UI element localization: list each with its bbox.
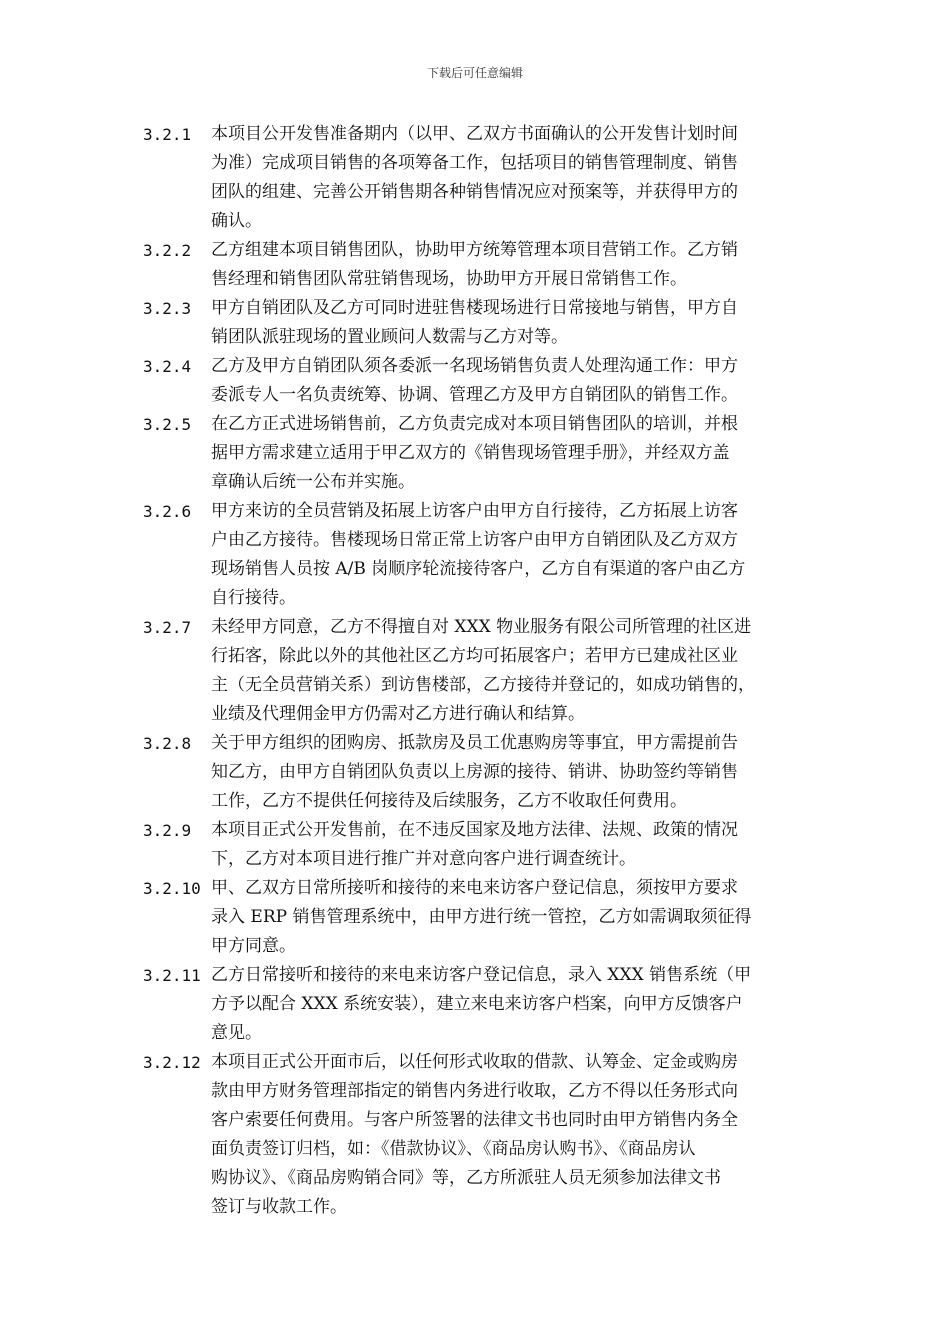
- clause-item: [143, 120, 823, 236]
- clause-line: 为准）完成项目销售的各项筹备工作，包括项目的销售管理制度、销售: [211, 153, 738, 173]
- clause-line: 款由甲方财务管理部指定的销售内务进行收取，乙方不得以任务形式向: [211, 1081, 738, 1101]
- clause-line: 确认。: [211, 211, 262, 231]
- clause-text: [211, 497, 823, 613]
- clause-text: [211, 816, 823, 874]
- clause-text: [211, 613, 823, 729]
- clause-line: 甲方自销团队及乙方可同时进驻售楼现场进行日常接地与销售，甲方自: [211, 298, 738, 318]
- clause-line: 甲方同意。: [211, 936, 296, 956]
- clause-text: [211, 961, 823, 1048]
- clause-number: 3.2.5: [143, 415, 192, 434]
- clause-number: 3.2.4: [143, 357, 192, 376]
- clause-item: [143, 352, 823, 410]
- page-header: 下载后可任意编辑: [426, 66, 523, 80]
- clause-line: 乙方组建本项目销售团队，协助甲方统筹管理本项目营销工作。乙方销: [211, 240, 738, 260]
- clause-number: 3.2.7: [143, 618, 192, 637]
- clause-item: [143, 410, 823, 497]
- clause-line: 本项目正式公开发售前，在不违反国家及地方法律、法规、政策的情况: [211, 820, 738, 840]
- clause-text: [211, 874, 823, 961]
- clause-line: 自行接待。: [211, 588, 296, 608]
- clause-text: [211, 120, 823, 236]
- clause-line: 录入 ERP 销售管理系统中，由甲方进行统一管控，乙方如需调取须征得: [211, 907, 752, 927]
- clause-line: 知乙方，由甲方自销团队负责以上房源的接待、销讲、协助签约等销售: [211, 762, 738, 782]
- clause-item: [143, 874, 823, 961]
- clause-line: 主（无全员营销关系）到访售楼部，乙方接待并登记的，如成功销售的，: [211, 675, 755, 695]
- clause-line: 本项目公开发售准备期内（以甲、乙双方书面确认的公开发售计划时间: [211, 124, 738, 144]
- clause-number: 3.2.8: [143, 734, 192, 753]
- clause-list: [143, 120, 823, 1222]
- clause-item: [143, 961, 823, 1048]
- clause-line: 下，乙方对本项目进行推广并对意向客户进行调查统计。: [211, 849, 636, 869]
- clause-line: 团队的组建、完善公开销售期各种销售情况应对预案等，并获得甲方的: [211, 182, 738, 202]
- clause-number: 3.2.6: [143, 502, 192, 521]
- clause-text: [211, 352, 823, 410]
- clause-text: [211, 294, 823, 352]
- clause-line: 客户索要任何费用。与客户所签署的法律文书也同时由甲方销售内务全: [211, 1110, 738, 1130]
- clause-number: 3.2.2: [143, 241, 192, 260]
- clause-line: 章确认后统一公布并实施。: [211, 472, 415, 492]
- clause-line: 工作，乙方不提供任何接待及后续服务，乙方不收取任何费用。: [211, 791, 687, 811]
- clause-line: 方予以配合 XXX 系统安装），建立来电来访客户档案，向甲方反馈客户: [211, 994, 743, 1014]
- clause-line: 签订与收款工作。: [211, 1197, 347, 1217]
- clause-item: [143, 729, 823, 816]
- clause-line: 乙方日常接听和接待的来电来访客户登记信息，录入 XXX 销售系统（甲: [211, 965, 752, 985]
- clause-number: 3.2.9: [143, 821, 192, 840]
- clause-item: [143, 816, 823, 874]
- clause-line: 面负责签订归档，如：《借款协议》、《商品房认购书》、《商品房认: [211, 1139, 696, 1159]
- clause-line: 甲方来访的全员营销及拓展上访客户由甲方自行接待，乙方拓展上访客: [211, 501, 738, 521]
- clause-line: 关于甲方组织的团购房、抵款房及员工优惠购房等事宜，甲方需提前告: [211, 733, 738, 753]
- clause-line: 现场销售人员按 A/B 岗顺序轮流接待客户，乙方自有渠道的客户由乙方: [211, 559, 746, 579]
- clause-line: 户由乙方接待。售楼现场日常正常上访客户由甲方自销团队及乙方双方: [211, 530, 738, 550]
- clause-number: 3.2.12: [143, 1053, 201, 1072]
- clause-line: 在乙方正式进场销售前，乙方负责完成对本项目销售团队的培训，并根: [211, 414, 738, 434]
- clause-item: [143, 294, 823, 352]
- clause-number: 3.2.1: [143, 125, 192, 144]
- clause-text: [211, 236, 823, 294]
- clause-item: [143, 497, 823, 613]
- clause-line: 意见。: [211, 1023, 262, 1043]
- clause-line: 本项目正式公开面市后，以任何形式收取的借款、认筹金、定金或购房: [211, 1052, 738, 1072]
- clause-item: [143, 236, 823, 294]
- clause-number: 3.2.3: [143, 299, 192, 318]
- clause-item: [143, 1048, 823, 1222]
- clause-text: [211, 410, 823, 497]
- clause-line: 行拓客，除此以外的其他社区乙方均可拓展客户；若甲方已建成社区业: [211, 646, 738, 666]
- clause-line: 销团队派驻现场的置业顾问人数需与乙方对等。: [211, 327, 568, 347]
- clause-line: 业绩及代理佣金甲方仍需对乙方进行确认和结算。: [211, 704, 585, 724]
- clause-item: [143, 613, 823, 729]
- clause-line: 购协议》、《商品房购销合同》等，乙方所派驻人员无须参加法律文书: [211, 1168, 721, 1188]
- clause-line: 未经甲方同意，乙方不得擅自对 XXX 物业服务有限公司所管理的社区进: [211, 617, 752, 637]
- clause-line: 委派专人一名负责统筹、协调、管理乙方及甲方自销团队的销售工作。: [211, 385, 738, 405]
- clause-line: 据甲方需求建立适用于甲乙双方的《销售现场管理手册》，并经双方盖: [211, 443, 730, 463]
- clause-line: 甲、乙双方日常所接听和接待的来电来访客户登记信息，须按甲方要求: [211, 878, 738, 898]
- clause-number: 3.2.10: [143, 879, 201, 898]
- clause-text: [211, 729, 823, 816]
- clause-number: 3.2.11: [143, 966, 201, 985]
- clause-line: 售经理和销售团队常驻销售现场，协助甲方开展日常销售工作。: [211, 269, 687, 289]
- clause-text: [211, 1048, 823, 1222]
- clause-line: 乙方及甲方自销团队须各委派一名现场销售负责人处理沟通工作：甲方: [211, 356, 738, 376]
